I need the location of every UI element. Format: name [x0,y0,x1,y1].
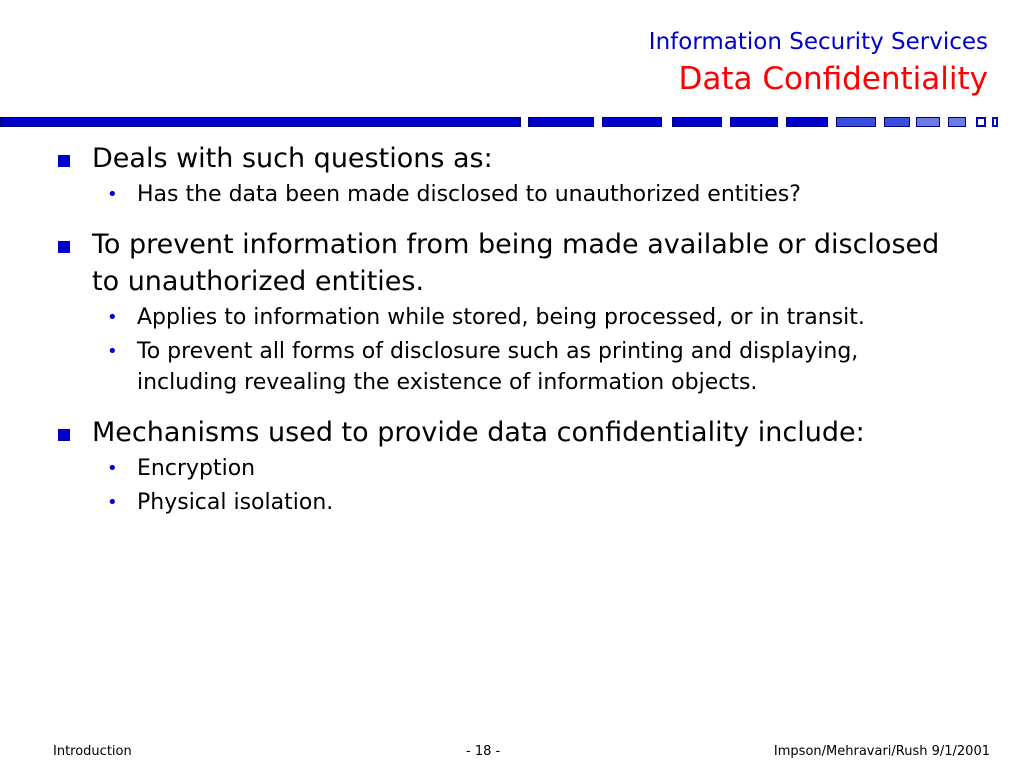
divider-segment [672,117,722,127]
slide-title-block [649,26,988,100]
bullet-text: To prevent information from being made available or disclosed to unauthorized entities. [92,229,940,297]
footer-author-date: Impson/Mehravari/Rush 9/1/2001 [773,744,990,759]
sub-bullet-text: Has the data been made disclosed to unauthorized entities? [137,182,801,207]
dot-bullet-icon: • [107,458,118,479]
square-bullet-icon [58,155,70,167]
divider-segment [528,117,594,127]
sub-bullet-text: Physical isolation. [137,490,334,515]
divider-segment [836,117,876,127]
bullet-text: Mechanisms used to provide data confidentiality include: [92,417,865,448]
sub-bullet-item [58,336,958,398]
slide-title: Information Security Services [648,29,988,55]
bullet-item [58,226,958,300]
sub-bullet-item [58,453,958,484]
divider-segment [992,117,998,127]
sub-bullet-text: Encryption [137,456,256,481]
divider-segment [786,117,828,127]
bullet-text: Deals with such questions as: [92,143,493,174]
dot-bullet-icon: • [107,492,118,513]
bullet-item [58,414,958,451]
bullet-group [58,140,958,210]
sub-bullet-list [58,179,958,210]
divider-segment [976,117,986,127]
dot-bullet-icon: • [107,341,118,362]
footer-section-label: Introduction [53,744,132,759]
slide-body [58,140,958,534]
square-bullet-icon [58,429,70,441]
divider-segment [0,117,521,127]
bullet-group [58,414,958,518]
sub-bullet-list [58,453,958,518]
sub-bullet-item [58,487,958,518]
bullet-group [58,226,958,398]
divider-segment [948,117,966,127]
divider-segment [916,117,940,127]
bullet-item [58,140,958,177]
sub-bullet-item [58,302,958,333]
divider-segment [602,117,662,127]
sub-bullet-text: To prevent all forms of disclosure such as printing and displaying, including revealing the existence of information objects. [137,339,859,395]
title-divider-bar [0,117,1024,129]
slide-subtitle: Data Confidentiality [678,61,988,97]
sub-bullet-item [58,179,958,210]
sub-bullet-list [58,302,958,398]
divider-segment [730,117,778,127]
dot-bullet-icon: • [107,307,118,328]
sub-bullet-text: Applies to information while stored, being processed, or in transit. [137,305,865,330]
divider-segment [884,117,910,127]
slide-footer [0,744,1024,764]
dot-bullet-icon: • [107,184,118,205]
footer-page-number: - 18 - [466,744,501,759]
square-bullet-icon [58,241,70,253]
